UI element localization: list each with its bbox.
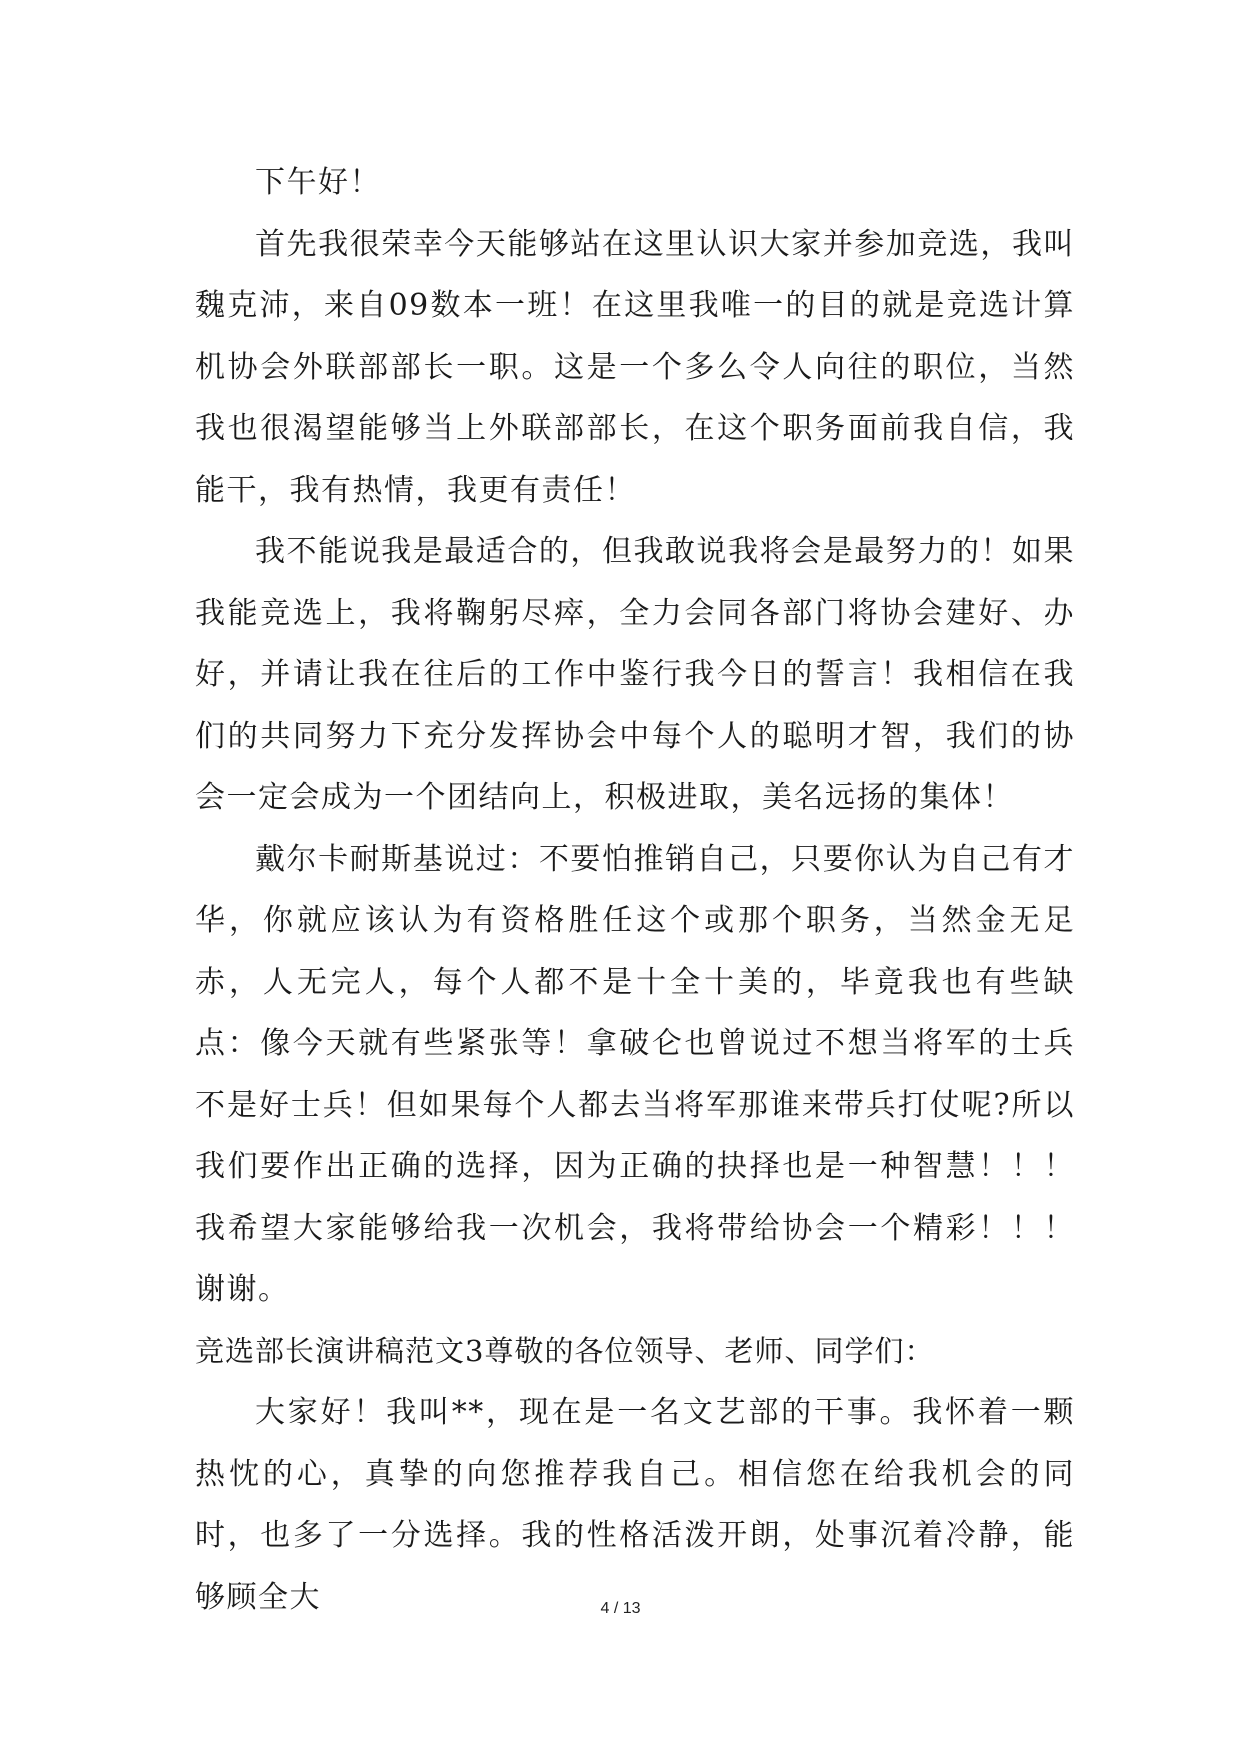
page-number: 4 / 13: [600, 1600, 641, 1617]
paragraph-self-introduction: 大家好！我叫**，现在是一名文艺部的干事。我怀着一颗热忱的心，真挚的向您推荐我自己。相信您在给我机会的同时，也多了一分选择。我的性格活泼开朗，处事沉着冷静，能够顾全大: [195, 1395, 1075, 1615]
paragraph-greeting: 下午好！: [255, 165, 381, 200]
section-heading: 竞选部长演讲稿范文3尊敬的各位领导、老师、同学们：: [195, 1333, 935, 1368]
paragraph-introduction: 首先我很荣幸今天能够站在这里认识大家并参加竞选，我叫魏克沛，来自09数本一班！在这里我唯一的目的就是竞选计算机协会外联部部长一职。这是一个多么令人向往的职位，当然我也很渴望能够当上外联部部长，在这个职务面前我自信，我能干，我有热情，我更有责任！: [195, 226, 1075, 508]
paragraph-commitment: 我不能说我是最适合的，但我敢说我将会是最努力的！如果我能竞选上，我将鞠躬尽瘁，全力会同各部门将协会建好、办好，并请让我在往后的工作中鉴行我今日的誓言！我相信在我们的共同努力下充分发挥协会中每个人的聪明才智，我们的协会一定会成为一个团结向上，积极进取，美名远扬的集体！: [195, 534, 1075, 815]
paragraph-quote: 戴尔卡耐斯基说过：不要怕推销自己，只要你认为自己有才华，你就应该认为有资格胜任这个或那个职务，当然金无足赤，人无完人，每个人都不是十全十美的，毕竟我也有些缺点：像今天就有些紧张等！拿破仑也曾说过不想当将军的士兵不是好士兵！但如果每个人都去当将军那谁来带兵打仗呢?所以我们要作出正确的选择，因为正确的抉择也是一种智慧！！！我希望大家能够给我一次机会，我将带给协会一个精彩！！！谢谢。: [195, 841, 1075, 1307]
document-body: [195, 152, 1075, 1628]
